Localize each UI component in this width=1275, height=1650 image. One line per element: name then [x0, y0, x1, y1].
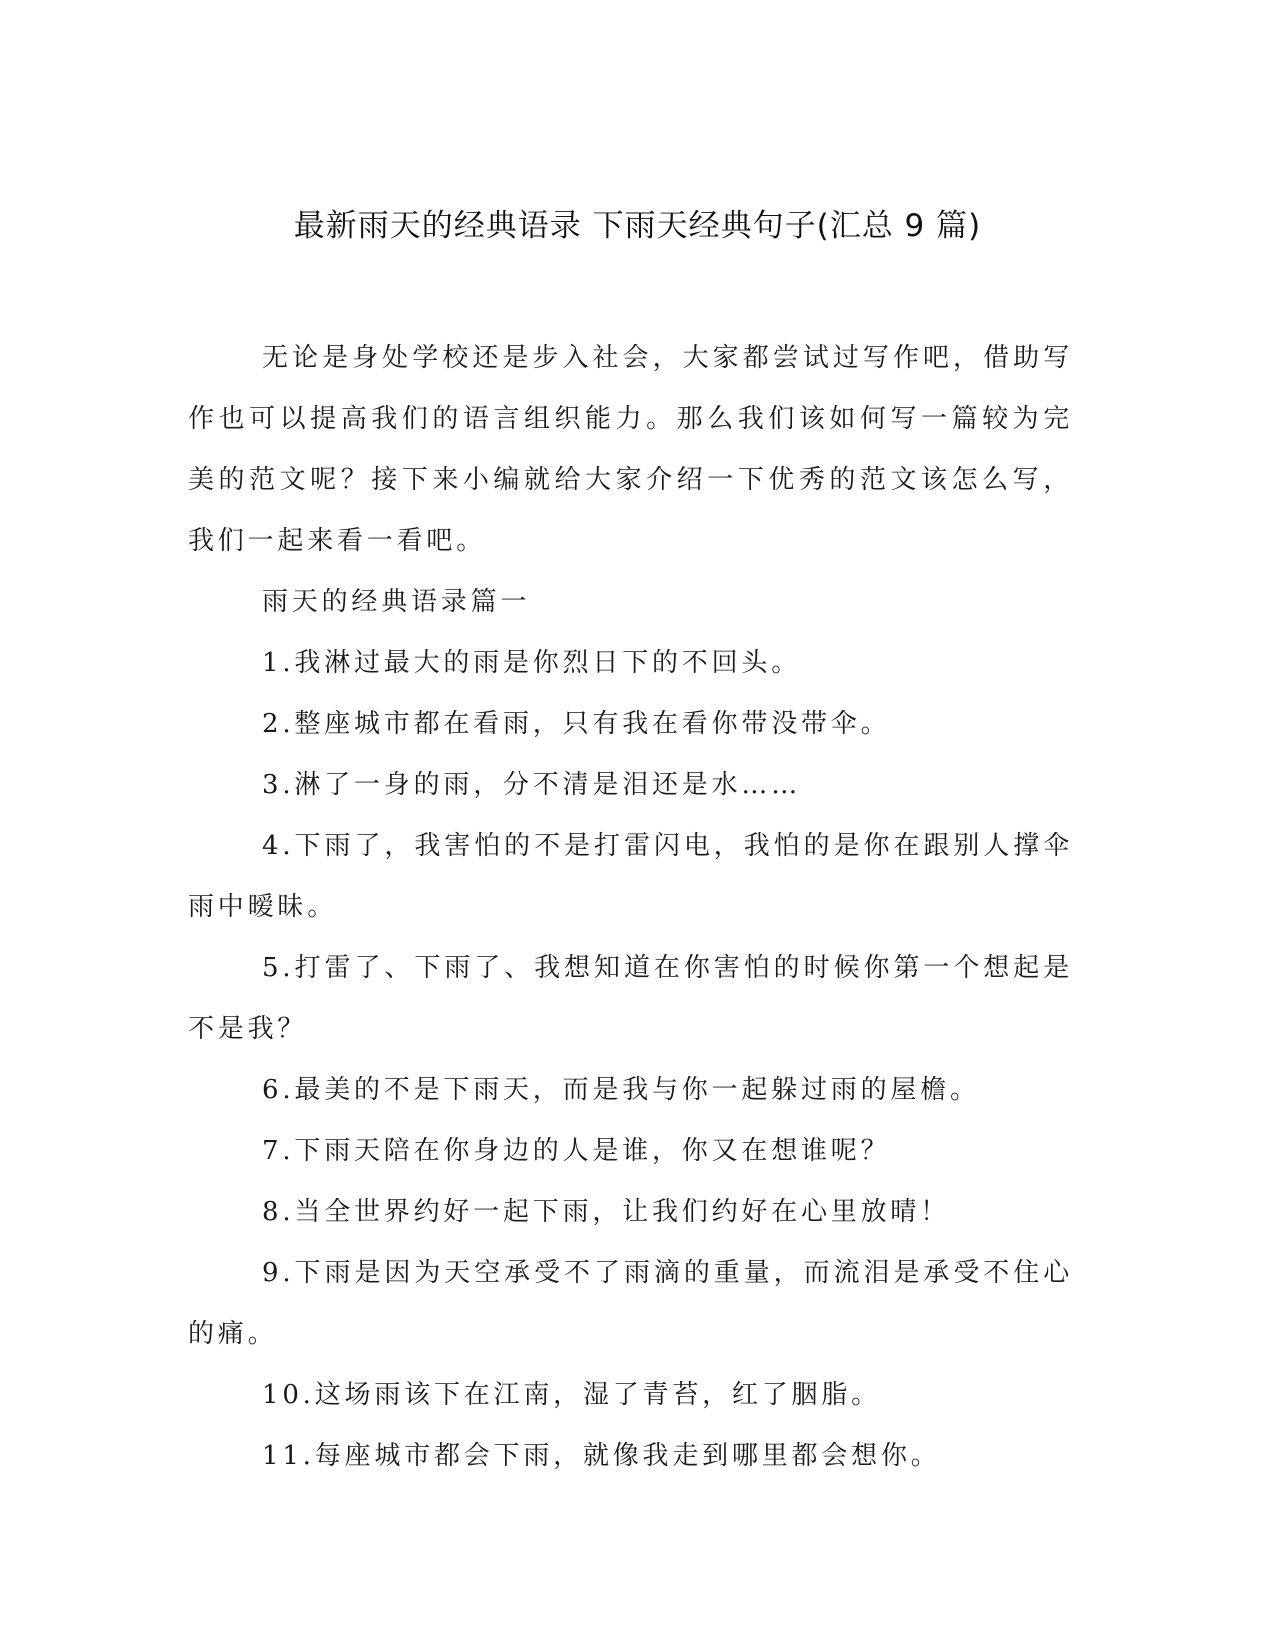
intro-paragraph: 无论是身处学校还是步入社会，大家都尝试过写作吧，借助写作也可以提高我们的语言组织能力。那么我们该如何写一篇较为完美的范文呢？接下来小编就给大家介绍一下优秀的范文该怎么写，我们一起来看一看吧。: [188, 343, 1073, 556]
quote-item: 10.这场雨该下在江南，湿了青苔，红了胭脂。: [262, 1380, 881, 1410]
quote-item: 4.下雨了，我害怕的不是打雷闪电，我怕的是你在跟别人撑伞雨中暧昧。: [188, 831, 1073, 922]
quote-item: 8.当全世界约好一起下雨，让我们约好在心里放晴！: [262, 1197, 951, 1227]
quote-item: 2.整座城市都在看雨，只有我在看你带没带伞。: [262, 709, 891, 739]
quote-item: 3.淋了一身的雨，分不清是泪还是水……: [262, 770, 802, 800]
section-heading: 雨天的经典语录篇一: [262, 587, 531, 617]
quote-item: 1.我淋过最大的雨是你烈日下的不回头。: [262, 648, 802, 678]
quote-item: 7.下雨天陪在你身边的人是谁，你又在想谁呢？: [262, 1136, 891, 1166]
quote-item: 9.下雨是因为天空承受不了雨滴的重量，而流泪是承受不住心的痛。: [188, 1258, 1073, 1349]
document-title: 最新雨天的经典语录 下雨天经典句子(汇总 9 篇): [293, 208, 982, 244]
quote-item: 6.最美的不是下雨天，而是我与你一起躲过雨的屋檐。: [262, 1075, 980, 1105]
document-body: [188, 328, 1073, 1487]
quote-item: 5.打雷了、下雨了、我想知道在你害怕的时候你第一个想起是不是我？: [188, 953, 1073, 1044]
quote-item: 11.每座城市都会下雨，就像我走到哪里都会想你。: [262, 1441, 941, 1471]
